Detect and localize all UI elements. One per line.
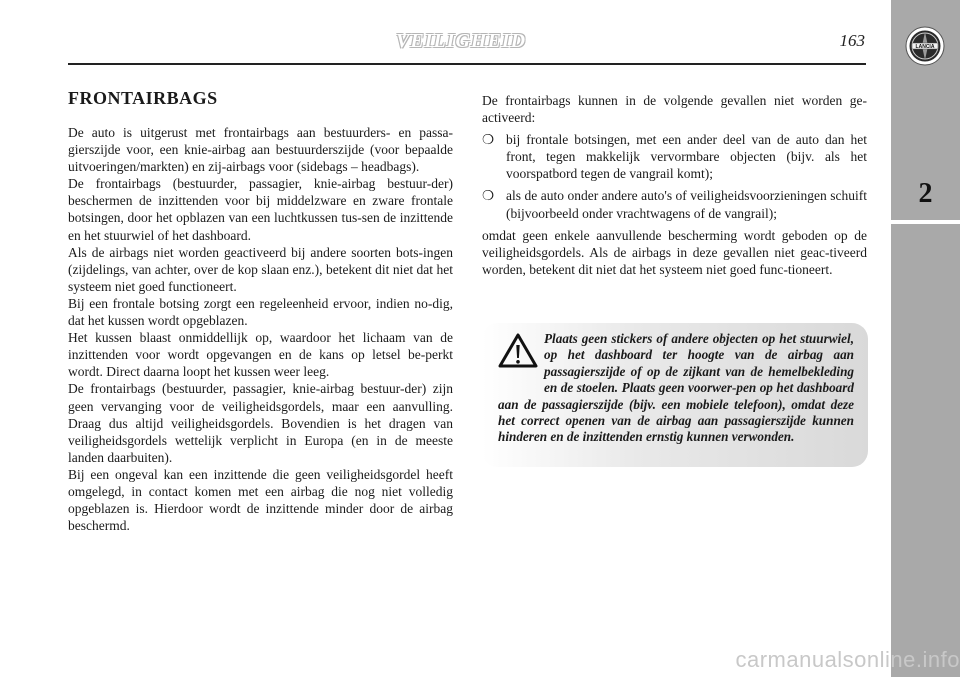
bullet-item: [482, 131, 867, 182]
bullet-text: bij frontale botsingen, met een ander deel van de auto dan het front, tegen makkelijk vervormbare objecten (bijv. als het voorspatbord tegen de vangrail komt);: [506, 132, 867, 182]
running-header-title: VEILIGHEID: [395, 30, 527, 52]
paragraph: De auto is uitgerust met frontairbags aan bestuurders- en passa-gierszijde voor, een knie-airbag aan bestuurderszijde (voor bepaalde uitvoeringen/markten) en zij-airbags voor (sidebags – headbags).: [68, 125, 453, 175]
paragraph: Bij een frontale botsing zorgt een regeleenheid ervoor, indien no-dig, dat het kussen wordt opgeblazen.: [68, 295, 453, 329]
paragraph: Het kussen blaast onmiddellijk op, waardoor het lichaam van de inzittenden voor wordt opgevangen en de kans op letsel be-perkt wordt. Direct daarna loopt het kussen weer leeg.: [68, 330, 453, 380]
bullet-circle-icon: ❍: [482, 132, 495, 148]
paragraph: De frontairbags (bestuurder, passagier, knie-airbag bestuur-der) beschermen de inzittenden voor bij middelzware en zware frontale botsingen, door het opblazen van een luchtkussen tus-sen de inzittende en het stuurwiel of het dashboard.: [68, 176, 453, 243]
page-number: 163: [839, 31, 865, 50]
bullet-item: [482, 187, 867, 221]
header-rule: [68, 63, 866, 65]
watermark: carmanualsonline.info: [735, 647, 960, 672]
paragraph: Als de airbags niet worden geactiveerd bij andere soorten bots-ingen (zijdelings, van achter, over de kop slaan enz.), betekent dit niet dat het systeem niet goed functioneert.: [68, 244, 453, 294]
chapter-number: 2: [918, 178, 933, 209]
intro-paragraph: De frontairbags kunnen in de volgende gevallen niet worden ge-activeerd:: [482, 93, 867, 126]
bullet-text: als de auto onder andere auto's of veiligheidsvoorzieningen schuift (bijvoorbeeld onder vrachtwagens of de vangrail);: [506, 188, 867, 221]
chapter-side-tab: [891, 0, 960, 677]
bullet-circle-icon: ❍: [482, 188, 495, 204]
svg-text:LANCIA: LANCIA: [915, 44, 935, 50]
left-column: [68, 124, 453, 534]
paragraph: De frontairbags (bestuurder, passagier, knie-airbag bestuur-der) zijn geen vervanging voor de veiligheidsgordels, maar een aanvulling. Draag dus altijd veiligheidsgordels. Bovendien is het dragen van veiligheidsgordels wettelijk verplicht in Europa (en in de meeste landen daarbuiten).: [68, 381, 453, 465]
right-column: [482, 92, 867, 278]
section-title: FRONTAIRBAGS: [68, 88, 218, 108]
lancia-logo-icon: [905, 26, 945, 66]
side-tab-divider: [891, 220, 960, 224]
warning-text: Plaats geen stickers of andere objecten op het stuurwiel, op het dashboard ter hoogte van de airbag aan passagierszijde of op de zijkant van de hemelbekleding en de stoelen. Plaats geen voorwer-pen op het dashboard aan de passagierszijde (bijv. een mobiele telefoon), omdat deze het correct openen van de airbag aan passagierszijde kunnen hinderen en de inzittenden ernstig kunnen verwonden.: [498, 331, 854, 445]
closing-paragraph: omdat geen enkele aanvullende bescherming wordt geboden op de veiligheidsgordels. Als de airbags in deze gevallen niet geac-tiveerd worden, betekent dit niet dat het systeem niet goed func-tioneert.: [482, 227, 867, 277]
warning-text-block: [498, 331, 854, 446]
paragraph: Bij een ongeval kan een inzittende die geen veiligheidsgordel heeft omgelegd, in contact komen met een airbag die nog niet volledig opgeblazen is. Hierdoor wordt de inzittende minder door de airbag beschermd.: [68, 466, 453, 534]
